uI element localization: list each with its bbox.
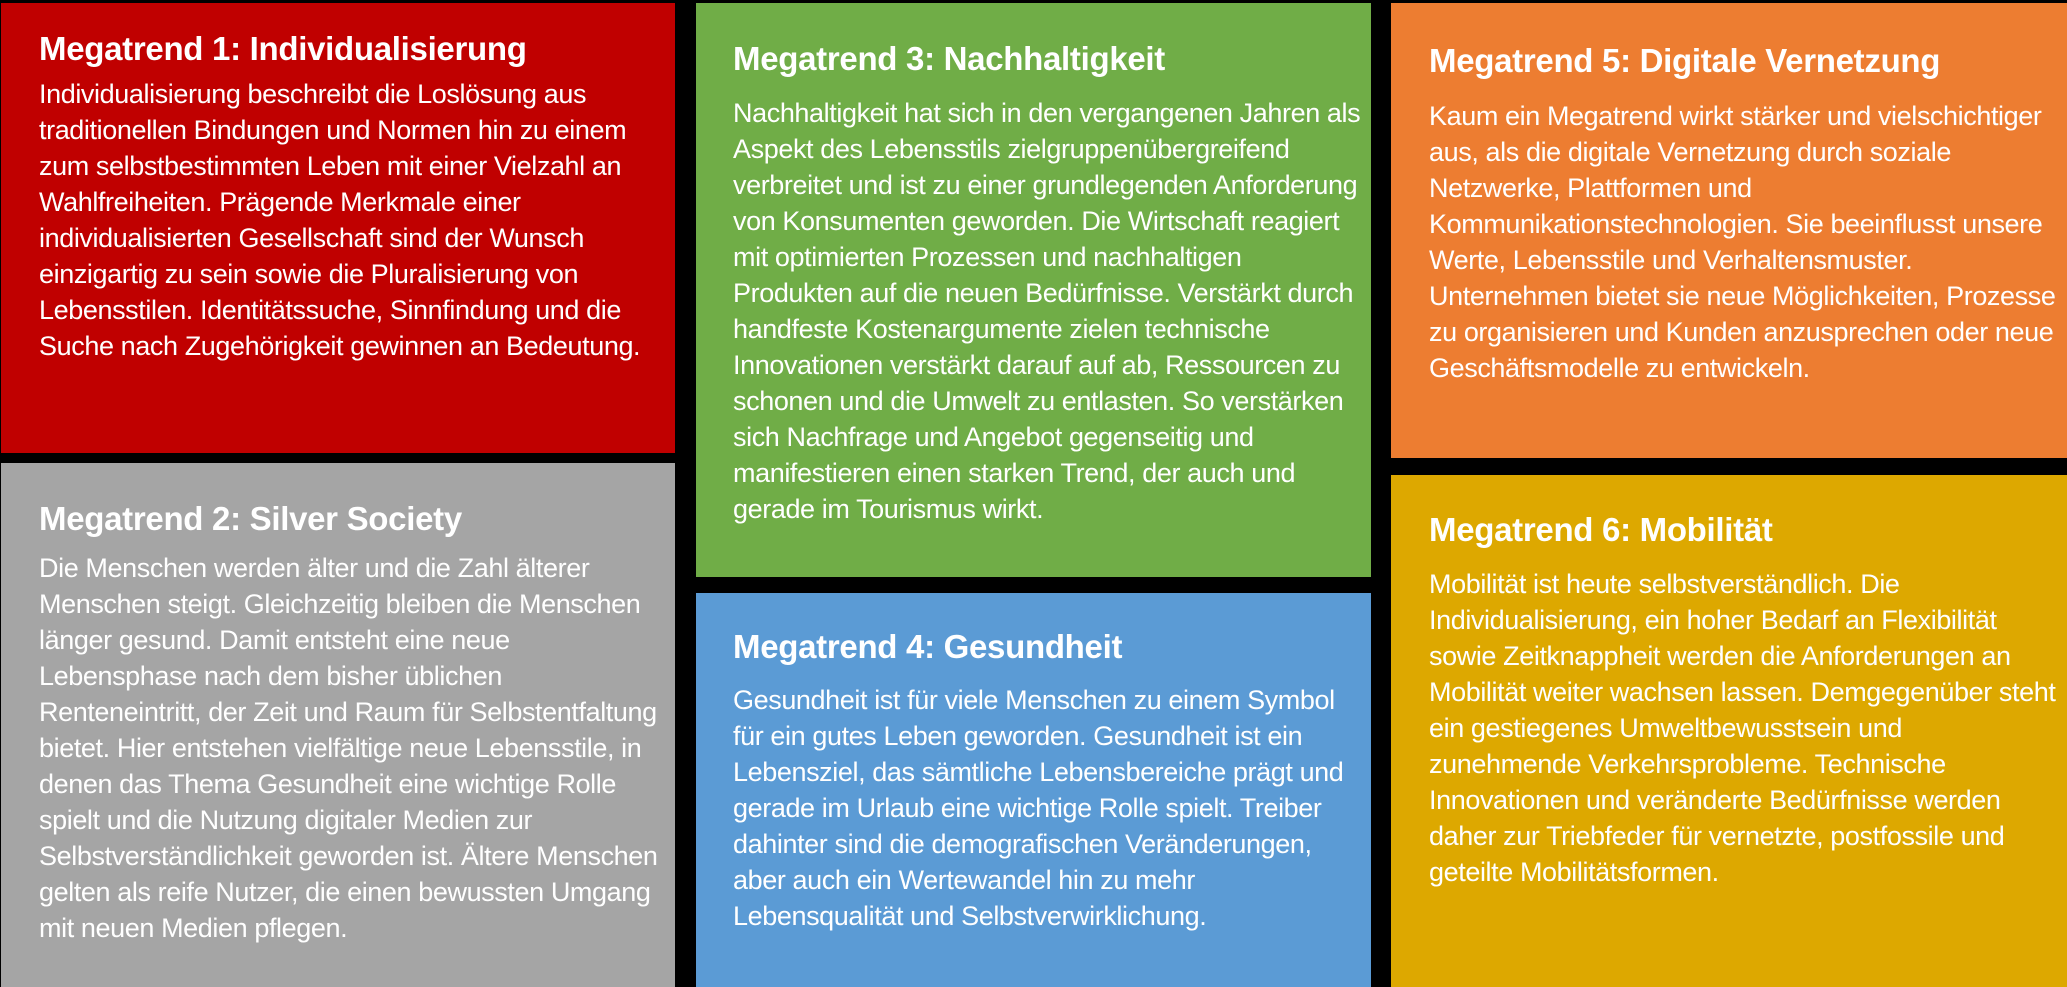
megatrend-2-text: Die Menschen werden älter und die Zahl älterer Menschen steigt. Gleichzeitig bleiben die Menschen länger gesund. Damit entsteht eine neue Lebensphase nach dem bisher üblichen Renteneintritt, der Zeit und Raum für Selbstentfaltung bietet. Hier entstehen vielfältige neue Lebensstile, in denen das Thema Gesundheit eine wichtige Rolle spielt und die Nutzung digitaler Medien zur Selbstverständlichkeit geworden ist. Ältere Menschen gelten als reife Nutzer, die einen bewussten Umgang mit neuen Medien pflegen. bbox=[39, 553, 658, 943]
megatrend-4-title: Megatrend 4: Gesundheit bbox=[733, 628, 1123, 665]
megatrend-5-box bbox=[1391, 3, 2067, 458]
megatrend-6-box bbox=[1391, 475, 2067, 987]
megatrend-4-text: Gesundheit ist für viele Menschen zu einem Symbol für ein gutes Leben geworden. Gesundheit ist ein Lebensziel, das sämtliche Lebensbereiche prägt und gerade im Urlaub eine wichtige Rolle spielt. Treiber dahinter sind die demografischen Veränderungen, aber auch ein Wertewandel hin zu mehr Lebensqualität und Selbstverwirklichung. bbox=[733, 685, 1344, 931]
megatrend-1-text: Individualisierung beschreibt die Loslösung aus traditionellen Bindungen und Normen hin zu einem zum selbstbestimmten Leben mit einer Vielzahl an Wahlfreiheiten. Prägende Merkmale einer individualisierten Gesellschaft sind der Wunsch einzigartig zu sein sowie die Pluralisierung von Lebensstilen. Identitätssuche, Sinnfindung und die Suche nach Zugehörigkeit gewinnen an Bedeutung. bbox=[39, 79, 641, 361]
megatrend-5-text: Kaum ein Megatrend wirkt stärker und vielschichtiger aus, als die digitale Vernetzung durch soziale Netzwerke, Plattformen und Kommunikationstechnologien. Sie beeinflusst unsere Werte, Lebensstile und Verhaltensmuster. Unternehmen bietet sie neue Möglichkeiten, Prozesse zu organisieren und Kunden anzusprechen oder neue Geschäftsmodelle zu entwickeln. bbox=[1429, 101, 2056, 383]
megatrend-6-text: Mobilität ist heute selbstverständlich. Die Individualisierung, ein hoher Bedarf an Flexibilität sowie Zeitknappheit werden die Anforderungen an Mobilität weiter wachsen lassen. Demgegenüber steht ein gestiegenes Umweltbewusstsein und zunehmende Verkehrsprobleme. Technische Innovationen und veränderte Bedürfnisse werden daher zur Triebfeder für vernetzte, postfossile und geteilte Mobilitätsformen. bbox=[1429, 569, 2056, 887]
megatrend-3-box bbox=[696, 3, 1371, 577]
megatrend-1-box bbox=[1, 3, 675, 453]
megatrend-2-box bbox=[1, 463, 675, 987]
megatrend-4-box bbox=[696, 593, 1371, 987]
megatrend-3-title: Megatrend 3: Nachhaltigkeit bbox=[733, 40, 1165, 77]
megatrend-2-title: Megatrend 2: Silver Society bbox=[39, 500, 462, 537]
megatrend-5-title: Megatrend 5: Digitale Vernetzung bbox=[1429, 42, 1941, 79]
megatrend-6-title: Megatrend 6: Mobilität bbox=[1429, 511, 1773, 548]
megatrend-1-title: Megatrend 1: Individualisierung bbox=[39, 30, 527, 67]
megatrend-3-text: Nachhaltigkeit hat sich in den vergangenen Jahren als Aspekt des Lebensstils zielgruppenübergreifend verbreitet und ist zu einer grundlegenden Anforderung von Konsumenten geworden. Die Wirtschaft reagiert mit optimierten Prozessen und nachhaltigen Produkten auf die neuen Bedürfnisse. Verstärkt durch handfeste Kostenargumente zielen technische Innovationen verstärkt darauf auf ab, Ressourcen zu schonen und die Umwelt zu entlasten. So verstärken sich Nachfrage und Angebot gegenseitig und manifestieren einen starken Trend, der auch und gerade im Tourismus wirkt. bbox=[733, 98, 1361, 524]
